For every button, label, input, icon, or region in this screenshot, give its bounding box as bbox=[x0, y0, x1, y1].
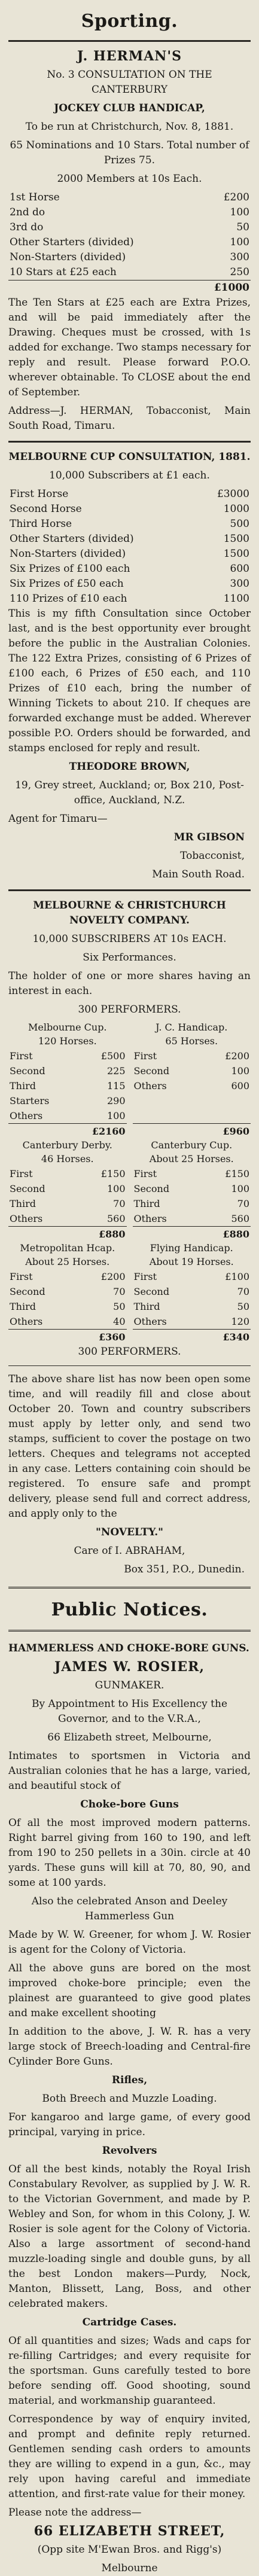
event-block bbox=[8, 1139, 127, 1242]
newspaper-page bbox=[0, 11, 259, 2576]
event-horses: 65 Horses. bbox=[165, 1035, 218, 1047]
herman-address: Address—J. HERMAN, Tobacconist, Main South Road, Timaru. bbox=[8, 405, 251, 432]
agent-name: MR GIBSON bbox=[173, 831, 245, 843]
rosier-name: JAMES W. ROSIER, bbox=[54, 1659, 205, 1675]
herman-line4: 65 Nominations and 10 Stars. Total number of Prizes 75. bbox=[10, 139, 249, 166]
event-name: Melbourne Cup. bbox=[28, 1022, 107, 1033]
rosier-chokebore: Choke-bore Guns bbox=[80, 1798, 179, 1810]
herman-advertisement bbox=[8, 40, 251, 434]
event-horses: About 19 Horses. bbox=[149, 1256, 234, 1267]
prize-row: 110 Prizes of £10 each 1100 bbox=[10, 593, 249, 605]
prize-row: First Horse £3000 bbox=[10, 488, 249, 500]
event-prize-table: First £100 Second 70 Third 50 Others 120 £340 bbox=[133, 1269, 251, 1345]
rosier-p3: Made by W. W. Greener, for whom J. W. Rosier is agent for the Colony of Victoria. bbox=[8, 1929, 251, 1956]
prize-row: Other Starters (divided) 100 bbox=[10, 236, 249, 248]
divider bbox=[8, 1365, 251, 1366]
prize-total-row: £1000 bbox=[8, 281, 251, 296]
novelty-intro: The holder of one or more shares having an interest in each. bbox=[8, 970, 251, 997]
novelty-performer-count: 300 PERFORMERS. bbox=[78, 1004, 181, 1016]
divider bbox=[8, 889, 251, 891]
melbourne-cup-prize-table bbox=[8, 487, 251, 606]
event-name: Canterbury Cup. bbox=[151, 1139, 233, 1151]
event-block bbox=[8, 1242, 127, 1345]
event-name: J. C. Handicap. bbox=[156, 1022, 228, 1033]
rosier-p5: In addition to the above, J. W. R. has a very large stock of Breech-loading and Central-fire Cylinder Bore Guns. bbox=[8, 2026, 251, 2068]
rosier-heading: HAMMERLESS AND CHOKE-BORE GUNS. bbox=[8, 1642, 249, 1654]
novelty-events-row-1 bbox=[8, 1021, 251, 1139]
prize-row: Third Horse 500 bbox=[10, 518, 249, 530]
event-name: Canterbury Derby. bbox=[22, 1139, 112, 1151]
event-horses: About 25 Horses. bbox=[149, 1153, 234, 1164]
rosier-p7: For kangaroo and large game, of every good principal, varying in price. bbox=[8, 2111, 251, 2138]
herman-line1: No. 3 CONSULTATION ON THE CANTERBURY bbox=[47, 69, 212, 96]
rosier-address: 66 Elizabeth street, Melbourne, bbox=[47, 1731, 212, 1743]
divider bbox=[8, 40, 251, 42]
herman-body: The Ten Stars at £25 each are Extra Prizes, and will be paid immediately after the Drawing. Cheques must be crossed, with 1s added for exchange. Two stamps necessary for reply and result. Please forward P.O.O. wherever obtainable. To CLOSE about the end of September. bbox=[8, 297, 251, 398]
prize-row: Six Prizes of £100 each 600 bbox=[10, 563, 249, 575]
event-prize-table: First £200 Second 100 Others 600 £960 bbox=[133, 1048, 251, 1139]
rosier-opposite: (Opp site M'Ewan Bros. and Rigg's) bbox=[37, 2544, 222, 2556]
rosier-intro: Intimates to sportsmen in Victoria and Australian colonies that he has a large, varied, and beautiful stock of bbox=[8, 1750, 251, 1792]
melbourne-cup-body: This is my fifth Consultation since October last, and is the best opportunity ever brought before the public in the Australian Colonies. The 122 Extra Prizes, consisting of 6 Prizes of £100 each, 6 Prizes of £50 each, and 110 Prizes of £10 each, bring the number of Winning Tickets to about 210. If cheques are forwarded exchange must be added. Wherever possible P.O. Orders should be forwarded, and stamps enclosed for reply and result. bbox=[8, 608, 251, 754]
rosier-p4: All the above guns are bored on the most improved choke-bore principle; even the plainest are guaranteed to give good plates and make excellent shooting bbox=[8, 1962, 251, 2019]
novelty-subtitle: 10,000 SUBSCRIBERS AT 10s EACH. bbox=[32, 933, 227, 945]
herman-line2: JOCKEY CLUB HANDICAP, bbox=[54, 102, 205, 114]
herman-prize-table bbox=[8, 190, 251, 295]
melbourne-cup-subtitle: 10,000 Subscribers at £1 each. bbox=[49, 470, 210, 481]
prize-row: Non-Starters (divided) 300 bbox=[10, 251, 249, 263]
event-horses: 46 Horses. bbox=[41, 1153, 94, 1164]
event-prize-table: First £500 Second 225 Third 115 Starters 290 Others 100 £2160 bbox=[8, 1048, 127, 1139]
rosier-p10: Correspondence by way of enquiry invited, and prompt and definite reply returned. Gentlemen sending cash orders to amounts they are willing to expend in a gun, &c., may rely upon having careful and immediate attention, and first-rate value for their money. bbox=[8, 2413, 251, 2500]
agent-address: Main South Road. bbox=[152, 868, 245, 880]
event-prize-table: First £200 Second 70 Third 50 Others 40 £360 bbox=[8, 1269, 127, 1345]
divider bbox=[8, 441, 251, 443]
agent-label: Agent for Timaru— bbox=[8, 813, 108, 825]
prize-row: 2nd do 100 bbox=[10, 206, 249, 218]
rosier-please: Please note the address— bbox=[8, 2507, 142, 2519]
promoter-address: 19, Grey street, Auckland; or, Box 210, Post-office, Auckland, N.Z. bbox=[15, 779, 244, 806]
novelty-advertisement bbox=[8, 889, 251, 1577]
rosier-p1: Of all the most improved modern patterns. Right barrel giving from 160 to 190, and left from 190 to 250 pellets in a 30in. circle at 40 yards. These guns will kill at 70, 80, 90, and some at 100 yards. bbox=[8, 1817, 251, 1889]
rosier-p9: Of all quantities and sizes; Wads and caps for re-filling Cartridges; and every requisite for the sportsman. Guns carefully tested to bore before sending off. Good shooting, sound material, and workmanship guaranteed. bbox=[8, 2335, 251, 2407]
rosier-advertisement bbox=[8, 1641, 251, 2576]
prize-row: 3rd do 50 bbox=[10, 221, 249, 233]
event-prize-table: First £150 Second 100 Third 70 Others 560 £880 bbox=[133, 1166, 251, 1242]
prize-row: Non-Starters (divided) 1500 bbox=[10, 548, 249, 560]
agent-trade: Tobacconist, bbox=[180, 850, 245, 862]
section-header-sporting: Sporting. bbox=[81, 11, 178, 32]
event-horses: 120 Horses. bbox=[38, 1035, 97, 1047]
rosier-trade: GUNMAKER. bbox=[95, 1679, 164, 1691]
novelty-performances: Six Performances. bbox=[83, 952, 176, 964]
section-header-public-notices: Public Notices. bbox=[51, 1599, 208, 1620]
rosier-rifles: Rifles, bbox=[111, 2074, 148, 2086]
rosier-city: Melbourne bbox=[101, 2562, 158, 2574]
rosier-appointment: By Appointment to His Excellency the Governor, and to the V.R.A., bbox=[31, 1698, 228, 1725]
novelty-body: The above share list has now been open some time, and will readily fill and close about October 20. Town and country subscribers must apply by letter only, and send two stamps, sufficient to cover the postage on two letters. Cheques and telegrams not accepted in any case. Letters containing coin should be registered. To ensure safe and prompt delivery, please send full and correct address, and apply only to the bbox=[8, 1373, 251, 1520]
novelty-care: Care of I. ABRAHAM, bbox=[74, 1545, 185, 1557]
melbourne-cup-advertisement bbox=[8, 441, 251, 882]
novelty-events-row-3 bbox=[8, 1242, 251, 1345]
novelty-box: Box 351, P.O., Dunedin. bbox=[124, 1563, 245, 1575]
rosier-cartridges: Cartridge Cases. bbox=[82, 2316, 177, 2328]
herman-title: J. HERMAN'S bbox=[77, 48, 182, 64]
event-block bbox=[8, 1021, 127, 1139]
event-prize-table: First £150 Second 100 Third 70 Others 560 £880 bbox=[8, 1166, 127, 1242]
promoter-name: THEODORE BROWN, bbox=[69, 761, 190, 773]
rosier-address-big: 66 ELIZABETH STREET, bbox=[33, 2523, 226, 2539]
prize-row: 1st Horse £200 bbox=[10, 191, 249, 203]
novelty-events-row-2 bbox=[8, 1139, 251, 1242]
event-block bbox=[133, 1139, 251, 1242]
divider bbox=[8, 1630, 251, 1632]
novelty-performer-count-2: 300 PERFORMERS. bbox=[78, 1346, 181, 1358]
rosier-p8: Of all the best kinds, notably the Royal Irish Constabulary Revolver, as supplied by J. W. R. to the Victorian Government, and made by P. Webley and Son, for whom in this Colony, J. W. Rosier is sole agent for the Colony of Victoria. Also a large assortment of second-hand muzzle-loading single and double guns, by all the best London makers—Purdy, Nock, Manton, Blissett, Lang, Boss, and other celebrated makers. bbox=[8, 2163, 251, 2310]
event-block bbox=[133, 1242, 251, 1345]
prize-row: Other Starters (divided) 1500 bbox=[10, 533, 249, 545]
herman-line5: 2000 Members at 10s Each. bbox=[57, 173, 202, 185]
rosier-p6: Both Breech and Muzzle Loading. bbox=[42, 2093, 217, 2105]
rosier-revolvers: Revolvers bbox=[102, 2145, 157, 2157]
novelty-to: "NOVELTY." bbox=[96, 1526, 163, 1538]
novelty-title: MELBOURNE & CHRISTCHURCH NOVELTY COMPANY. bbox=[33, 900, 226, 926]
herman-line3: To be run at Christchurch, Nov. 8, 1881. bbox=[25, 121, 234, 133]
prize-row: Second Horse 1000 bbox=[10, 503, 249, 515]
divider bbox=[8, 1587, 251, 1589]
event-name: Metropolitan Hcap. bbox=[20, 1242, 115, 1254]
event-horses: About 25 Horses. bbox=[25, 1256, 110, 1267]
event-block bbox=[133, 1021, 251, 1139]
prize-row: 10 Stars at £25 each 250 bbox=[10, 266, 249, 278]
prize-row: Six Prizes of £50 each 300 bbox=[10, 578, 249, 590]
rosier-p2: Also the celebrated Anson and Deeley Hammerless Gun bbox=[31, 1895, 228, 1922]
melbourne-cup-title: MELBOURNE CUP CONSULTATION, 1881. bbox=[8, 451, 251, 463]
event-name: Flying Handicap. bbox=[150, 1242, 233, 1254]
